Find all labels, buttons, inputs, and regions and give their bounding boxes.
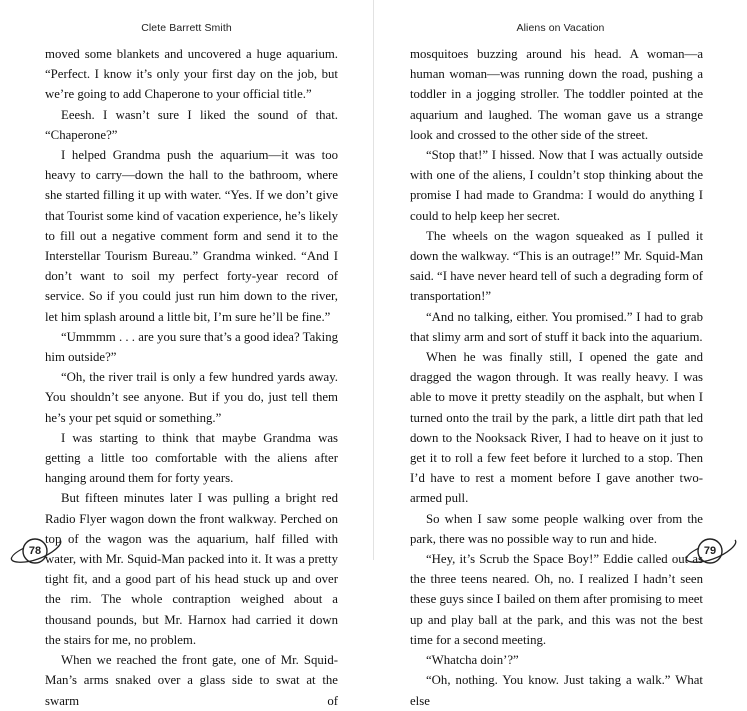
page-number-right	[697, 540, 723, 562]
page-number-text: 78	[28, 545, 42, 557]
right-body-text	[410, 44, 703, 711]
paragraph: I was starting to think that maybe Grandma was getting a little too comfortable with the aliens after hanging around them for forty years.	[45, 430, 338, 486]
paragraph: “Whatcha doin’?”	[426, 653, 519, 668]
left-body-text	[45, 44, 338, 711]
paragraph: Eeesh. I wasn’t sure I liked the sound of that. “Chaperone?”	[45, 107, 338, 142]
paragraph: mosquitoes buzzing around his head. A woman—a human woman—was running down the road, pushing a toddler in a jogging stroller. The toddler pointed at the aquarium and laughed. The woman gave us a strange look and crossed to the other side of the street.	[410, 47, 703, 142]
paragraph: “Oh, nothing. You know. Just taking a walk.” What else	[410, 673, 703, 708]
paragraph: So when I saw some people walking over from the park, there was no possible way to run and hide.	[410, 511, 703, 546]
paragraph: The wheels on the wagon squeaked as I pulled it down the walkway. “This is an outrage!” Mr. Squid-Man said. “I have never heard tell of such a degrading form of transportation!”	[410, 228, 703, 304]
paragraph: “Stop that!” I hissed. Now that I was actually outside with one of the aliens, I couldn’t stop thinking about the promise I had made to Grandma: I would do anything I could to help keep her secret.	[410, 148, 703, 223]
paragraph: I helped Grandma push the aquarium—it was too heavy to carry—down the hall to the bathroom, where she started filling it up with water. “Yes. If we don’t give that Tourist some kind of vacation experience, he’s likely to fill out a negative comment form and send it to the Interstellar Tourism Bureau.” Grandma winked. “And I don’t want to soil my perfect forty-year record of service. So if you could just run him down to the river, let him splash around a little bit, I’m sure he’ll be fine.”	[45, 148, 338, 324]
paragraph: “Hey, it’s Scrub the Space Boy!” Eddie called out as the three teens neared. Oh, no. I realized I hadn’t seen these guys since I bailed on them after promising to meet up and play ball at the park, and this was not the best time for a second meeting.	[410, 552, 703, 647]
left-page	[0, 0, 373, 708]
paragraph: “And no talking, either. You promised.” I had to grab that slimy arm and sort of stuff it back into the aquarium.	[410, 309, 703, 344]
page-number-left	[22, 540, 48, 562]
paragraph: When he was finally still, I opened the gate and dragged the wagon through. It was really heavy. I was able to move it pretty steadily on the asphalt, but when I turned onto the trail by the park, a little dirt path that led down to the Nooksack River, I had to heave on it just to get it to roll a few feet before it lurched to a stop. Then I’d have to rest a moment before I gave another two-armed pull.	[410, 350, 703, 506]
running-header-title: Aliens on Vacation	[516, 22, 605, 34]
paragraph: But fifteen minutes later I was pulling a bright red Radio Flyer wagon down the front walkway. Perched on top of the wagon was the aquarium, half filled with water, with Mr. Squid-Man packed into it. It was a pretty tight fit, and a good part of his head stuck up and over the rim. The whole contraption weighed about a thousand pounds, but Mr. Harnox had carried it down the stairs for me, no problem.	[45, 491, 338, 647]
paragraph: “Ummmm . . . are you sure that’s a good idea? Taking him outside?”	[45, 329, 338, 365]
paragraph: When we reached the front gate, one of Mr. Squid-Man’s arms snaked over a glass side to swat at the swarm of	[45, 653, 338, 708]
running-header-author: Clete Barrett Smith	[141, 22, 232, 34]
right-page	[374, 0, 747, 708]
paragraph: moved some blankets and uncovered a huge aquarium. “Perfect. I know it’s only your first day on the job, but we’re going to add Chaperone to your official title.”	[45, 47, 338, 102]
page-number-text: 79	[703, 545, 717, 557]
paragraph: “Oh, the river trail is only a few hundred yards away. You shouldn’t see anyone. But if you do, just tell them he’s your pet squid or something.”	[45, 370, 338, 425]
